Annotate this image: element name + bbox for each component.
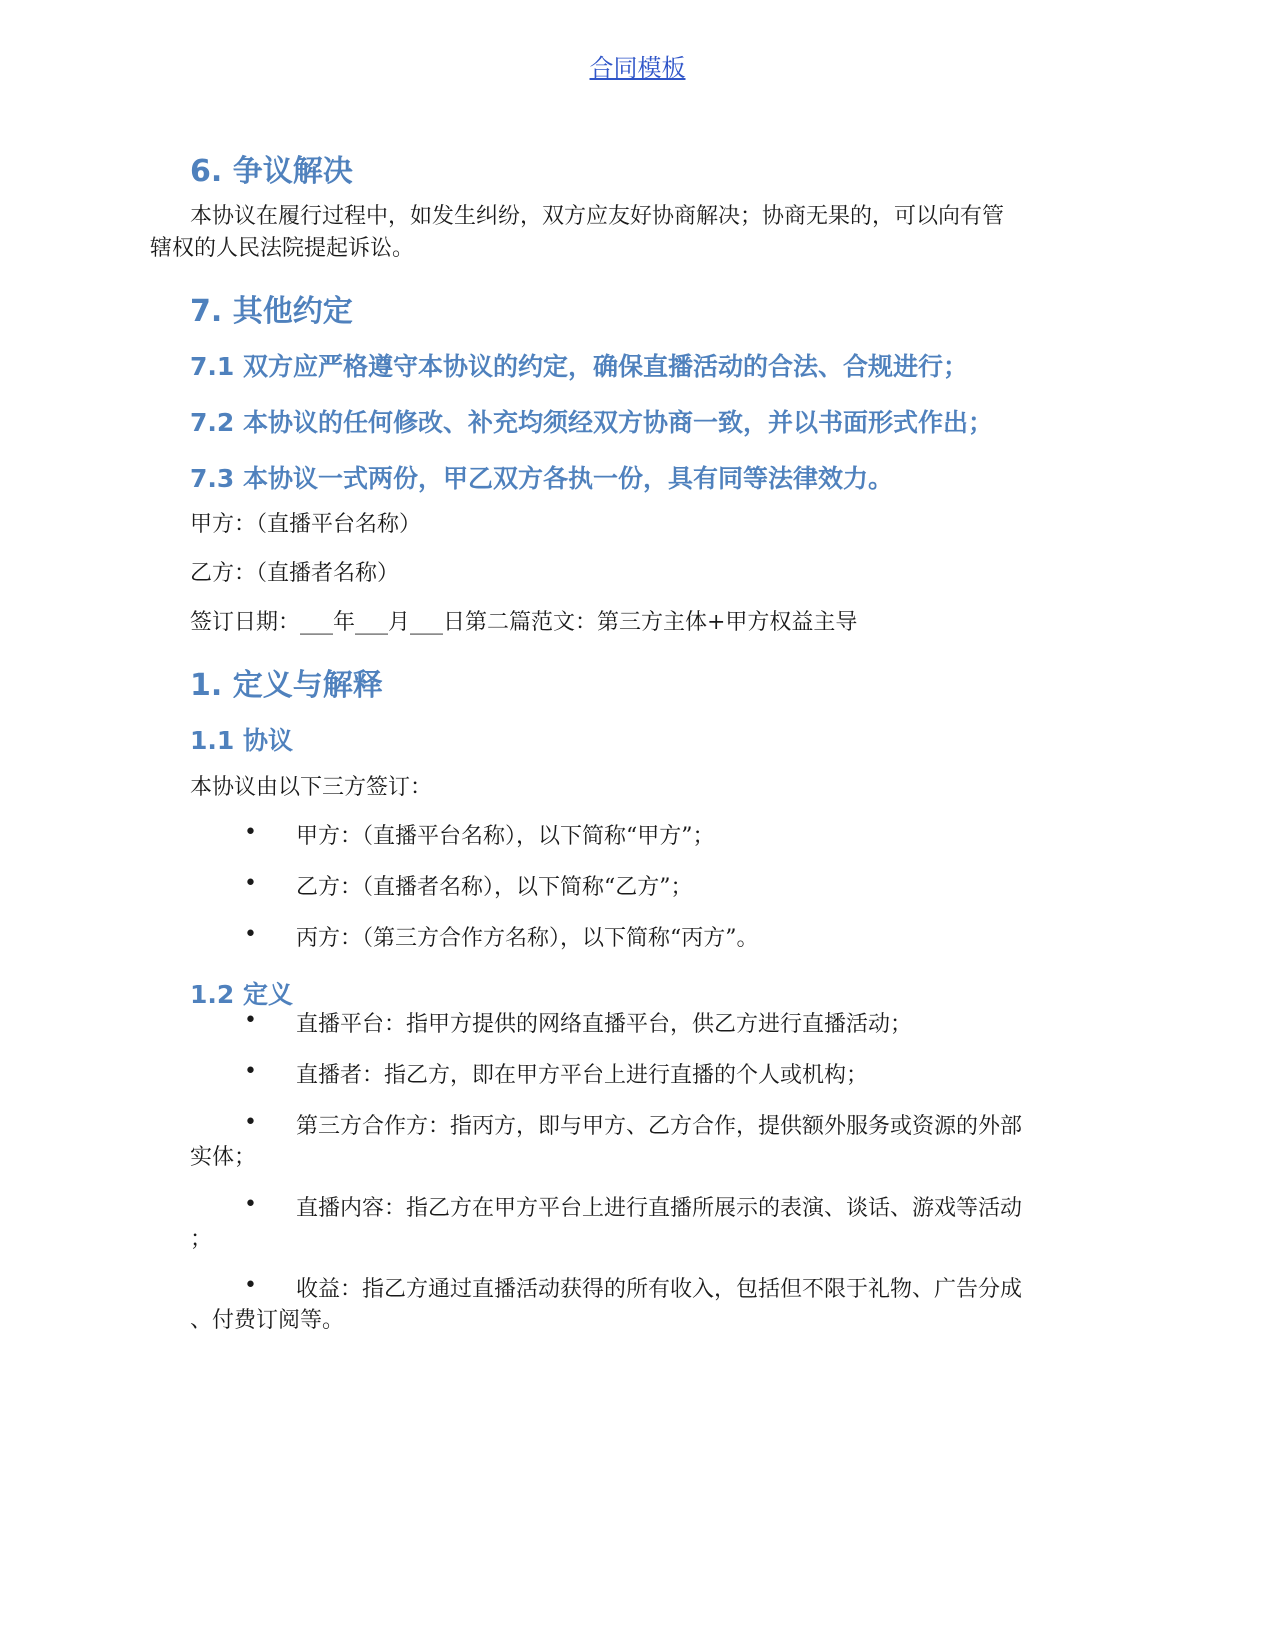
section-1-2-title: 1.2 定义	[190, 980, 293, 1009]
list-item-def-third-party: 第三方合作方：指丙方，即与甲方、乙方合作，提供额外服务或资源的外部	[296, 1114, 1023, 1139]
section-1-1-title: 1.1 协议	[190, 726, 293, 755]
list-item-def-platform: 直播平台：指甲方提供的网络直播平台，供乙方进行直播活动；	[296, 1012, 913, 1037]
list-bullet: •	[244, 1192, 257, 1217]
list-bullet: •	[244, 1059, 257, 1084]
list-bullet: •	[244, 1110, 257, 1135]
section-6-body-line2: 辖权的人民法院提起诉讼。	[150, 236, 415, 261]
list-item-def-third-party-cont: 实体；	[190, 1145, 257, 1170]
section-1-1-intro: 本协议由以下三方签订：	[190, 775, 433, 800]
section-6-body-line1: 本协议在履行过程中，如发生纠纷，双方应友好协商解决；协商无果的，可以向有管	[190, 204, 1005, 229]
header-template-link[interactable]: 合同模板	[589, 54, 686, 82]
list-item-party-c: 丙方：（第三方合作方名称），以下简称“丙方”。	[296, 926, 759, 951]
sign-date-line: 签订日期：___年___月___日第二篇范文：第三方主体+甲方权益主导	[190, 610, 858, 635]
list-bullet: •	[244, 820, 257, 845]
section-1-title: 1. 定义与解释	[190, 668, 383, 703]
list-bullet: •	[244, 922, 257, 947]
list-item-def-content: 直播内容：指乙方在甲方平台上进行直播所展示的表演、谈话、游戏等活动	[296, 1196, 1023, 1221]
list-bullet: •	[244, 1008, 257, 1033]
section-7-1: 7.1 双方应严格遵守本协议的约定，确保直播活动的合法、合规进行；	[190, 352, 968, 381]
section-7-2: 7.2 本协议的任何修改、补充均须经双方协商一致，并以书面形式作出；	[190, 408, 993, 437]
list-item-party-a: 甲方：（直播平台名称），以下简称“甲方”；	[296, 824, 715, 849]
section-6-title: 6. 争议解决	[190, 154, 353, 189]
list-bullet: •	[244, 1273, 257, 1298]
party-a-line: 甲方：（直播平台名称）	[190, 512, 422, 537]
list-item-party-b: 乙方：（直播者名称），以下简称“乙方”；	[296, 875, 693, 900]
party-b-line: 乙方：（直播者名称）	[190, 561, 400, 586]
list-item-def-revenue-cont: 、付费订阅等。	[190, 1308, 345, 1333]
list-item-def-content-cont: ；	[190, 1227, 213, 1252]
list-bullet: •	[244, 871, 257, 896]
section-7-title: 7. 其他约定	[190, 294, 353, 329]
list-item-def-revenue: 收益：指乙方通过直播活动获得的所有收入，包括但不限于礼物、广告分成	[296, 1277, 1023, 1302]
list-item-def-streamer: 直播者：指乙方，即在甲方平台上进行直播的个人或机构；	[296, 1063, 869, 1088]
section-7-3: 7.3 本协议一式两份，甲乙双方各执一份，具有同等法律效力。	[190, 464, 893, 493]
